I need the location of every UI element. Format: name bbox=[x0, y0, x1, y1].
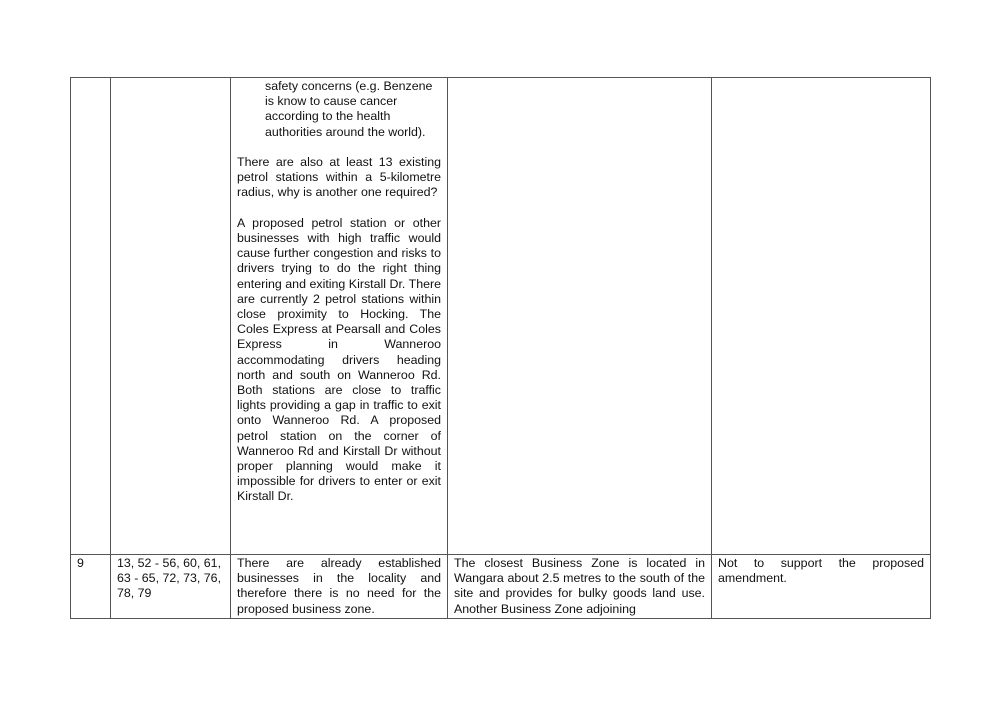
table-row bbox=[71, 78, 931, 555]
comment-cell: There are already established businesses in the locality and therefore there is no need for the proposed business zone. bbox=[231, 555, 448, 619]
comment-indented-text: safety concerns (e.g. Benzene is know to cause cancer according to the health authorities around the world). bbox=[265, 79, 433, 139]
submission-numbers-cell: 13, 52 - 56, 60, 61, 63 - 65, 72, 73, 76, 78, 79 bbox=[111, 555, 231, 619]
comment-paragraph: There are also at least 13 existing petrol stations within a 5-kilometre radius, why is another one required? bbox=[237, 155, 441, 200]
response-cell: The closest Business Zone is located in Wangara about 2.5 metres to the south of the site and provides for bulky goods land use. Another Business Zone adjoining bbox=[448, 555, 712, 619]
response-cell bbox=[448, 78, 712, 555]
recommendation-cell bbox=[712, 78, 931, 555]
table-row bbox=[71, 555, 931, 619]
recommendation-cell: Not to support the proposed amendment. bbox=[712, 555, 931, 619]
comment-paragraph: A proposed petrol station or other businesses with high traffic would cause further congestion and risks to drivers trying to do the right thing entering and exiting Kirstall Dr. There are currently 2 petrol stations within close proximity to Hocking. The Coles Express at Pearsall and Coles Express in Wanneroo accommodating drivers heading north and south on Wanneroo Rd. Both stations are close to traffic lights providing a gap in traffic to exit onto Wanneroo Rd. A proposed petrol station on the corner of Wanneroo Rd and Kirstall Dr without proper planning would make it impossible for drivers to enter or exit Kirstall Dr. bbox=[237, 215, 441, 504]
comment-cell bbox=[231, 78, 448, 555]
row-number-cell: 9 bbox=[71, 555, 111, 619]
submission-numbers-cell bbox=[111, 78, 231, 555]
row-number-cell bbox=[71, 78, 111, 555]
submissions-table bbox=[70, 77, 931, 619]
